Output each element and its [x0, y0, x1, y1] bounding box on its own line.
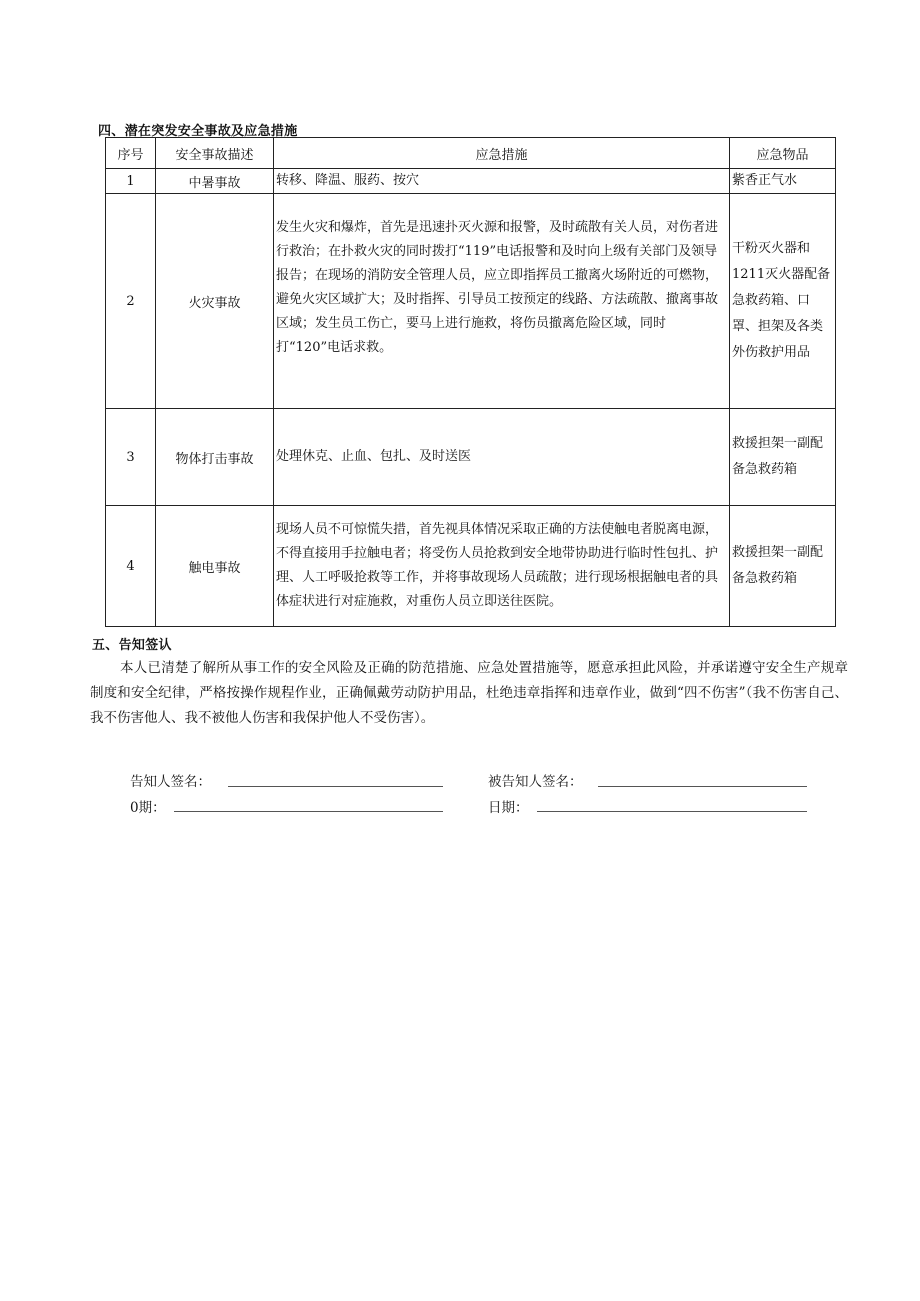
row-measures: 转移、降温、服药、按穴 — [274, 169, 730, 194]
informer-date-line[interactable] — [174, 811, 443, 812]
row-items: 干粉灭火器和1211灭火器配备急救药箱、口罩、担架及各类外伤救护用品 — [730, 194, 836, 409]
header-no: 序号 — [106, 138, 156, 169]
acknowledgement-paragraph: 本人已清楚了解所从事工作的安全风险及正确的防范措施、应急处置措施等，愿意承担此风险，并承诺遵守安全生产规章制度和安全纪律，严格按操作规程作业，正确佩戴劳动防护用品，杜绝违章指挥和违章作业，做到“四不伤害”（我不伤害自己、我不伤害他人、我不被他人伤害和我保护他人不受伤害）。 — [90, 660, 848, 726]
header-measures: 应急措施 — [274, 138, 730, 169]
row-measures: 发生火灾和爆炸，首先是迅速扑灭火源和报警，及时疏散有关人员，对伤者进行救治；在扑救火灾的同时拨打“119”电话报警和及时向上级有关部门及领导报告；在现场的消防安全管理人员，应立即指挥员工撤离火场附近的可燃物，避免火灾区域扩大；及时指挥、引导员工按预定的线路、方法疏散、撤离事故区域；发生员工伤亡，要马上进行施救，将伤员撤离危险区域，同时打“120”电话求救。 — [274, 194, 730, 409]
row-measures: 现场人员不可惊慌失措，首先视具体情况采取正确的方法使触电者脱离电源，不得直接用手拉触电者；将受伤人员抢救到安全地带协助进行临时性包扎、护理、人工呼吸抢救等工作，并将事故现场人员疏散；进行现场根据触电者的具体症状进行对症施救，对重伤人员立即送往医院。 — [274, 506, 730, 627]
informer-signature-label: 告知人签名： — [130, 774, 211, 790]
row-no: 4 — [106, 506, 156, 627]
table-header-row — [106, 138, 836, 169]
row-items: 救援担架一副配备急救药箱 — [730, 506, 836, 627]
table-row — [106, 409, 836, 506]
informer-date-label: 0期： — [130, 800, 166, 816]
informee-date-label: 日期： — [488, 800, 529, 816]
section4-title: 四、潜在突发安全事故及应急措施 — [98, 124, 298, 139]
row-description: 物体打击事故 — [156, 409, 274, 506]
informer-signature-line[interactable] — [228, 786, 443, 787]
emergency-measures-table — [105, 137, 836, 627]
header-items: 应急物品 — [730, 138, 836, 169]
row-no: 1 — [106, 169, 156, 194]
row-description: 中暑事故 — [156, 169, 274, 194]
row-items: 紫香正气水 — [730, 169, 836, 194]
informee-date-line[interactable] — [537, 811, 807, 812]
section5-title: 五、告知签认 — [92, 638, 172, 653]
table-row — [106, 194, 836, 409]
row-description: 触电事故 — [156, 506, 274, 627]
table-row — [106, 169, 836, 194]
row-no: 3 — [106, 409, 156, 506]
row-description: 火灾事故 — [156, 194, 274, 409]
informee-signature-line[interactable] — [598, 786, 807, 787]
header-description: 安全事故描述 — [156, 138, 274, 169]
row-measures: 处理休克、止血、包扎、及时送医 — [274, 409, 730, 506]
informee-signature-label: 被告知人签名： — [488, 774, 583, 790]
row-no: 2 — [106, 194, 156, 409]
row-items: 救援担架一副配备急救药箱 — [730, 409, 836, 506]
table-row — [106, 506, 836, 627]
